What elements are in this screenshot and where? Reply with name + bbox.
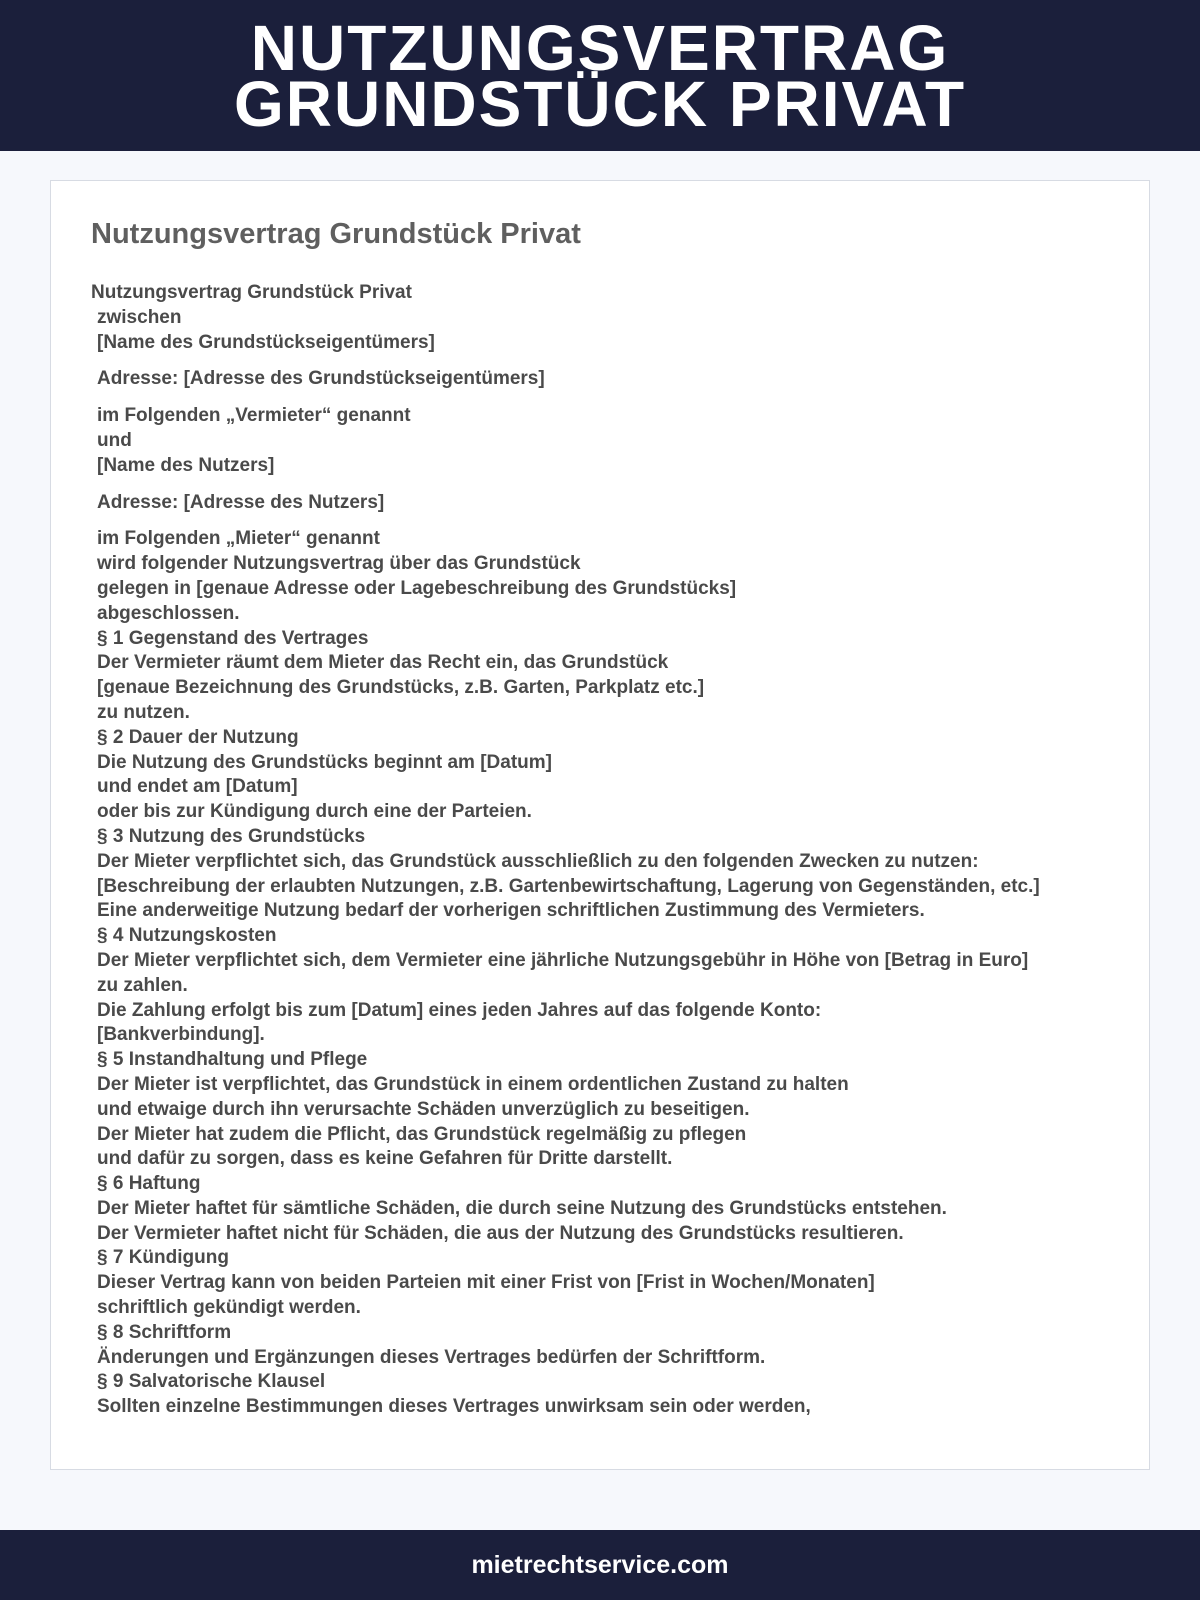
section-heading: § 4 Nutzungskosten: [97, 925, 277, 947]
contract-line: Der Mieter ist verpflichtet, das Grundstück in einem ordentlichen Zustand zu halten: [97, 1073, 849, 1095]
contract-line: Der Vermieter räumt dem Mieter das Recht ein, das Grundstück: [97, 652, 669, 674]
contract-line: Änderungen und Ergänzungen dieses Vertrages bedürfen der Schriftform.: [97, 1346, 766, 1368]
contract-line: [Name des Nutzers]: [97, 454, 275, 476]
section-heading: § 2 Dauer der Nutzung: [97, 726, 299, 748]
contract-line: Der Mieter haftet für sämtliche Schäden, die durch seine Nutzung des Grundstücks entstehen.: [97, 1197, 947, 1219]
contract-line: Adresse: [Adresse des Grundstückseigentümers]: [97, 368, 545, 390]
contract-line: und dafür zu sorgen, dass es keine Gefahren für Dritte darstellt.: [97, 1148, 673, 1170]
section-heading: § 9 Salvatorische Klausel: [97, 1371, 326, 1393]
document-body: [91, 281, 1131, 1420]
contract-line: Sollten einzelne Bestimmungen dieses Vertrages unwirksam sein oder werden,: [97, 1396, 811, 1418]
contract-line: Dieser Vertrag kann von beiden Parteien mit einer Frist von [Frist in Wochen/Monaten]: [97, 1272, 875, 1294]
contract-line: [genaue Bezeichnung des Grundstücks, z.B. Garten, Parkplatz etc.]: [97, 677, 705, 699]
contract-line: schriftlich gekündigt werden.: [97, 1297, 361, 1319]
contract-line: Adresse: [Adresse des Nutzers]: [97, 491, 385, 513]
contract-line: und etwaige durch ihn verursachte Schäden unverzüglich zu beseitigen.: [97, 1098, 750, 1120]
section-heading: § 5 Instandhaltung und Pflege: [97, 1049, 368, 1071]
contract-line: Der Mieter hat zudem die Pflicht, das Grundstück regelmäßig zu pflegen: [97, 1123, 747, 1145]
section-heading: § 7 Kündigung: [97, 1247, 229, 1269]
contract-line: im Folgenden „Mieter“ genannt: [97, 528, 380, 550]
footer: [0, 1530, 1200, 1600]
footer-site-link[interactable]: mietrechtservice.com: [471, 1550, 729, 1579]
contract-line: zwischen: [97, 306, 182, 328]
contract-line: Der Mieter verpflichtet sich, dem Vermieter eine jährliche Nutzungsgebühr in Höhe von [Betrag in Euro]: [97, 949, 1029, 971]
contract-line: Die Zahlung erfolgt bis zum [Datum] eines jeden Jahres auf das folgende Konto:: [97, 999, 822, 1021]
section-heading: § 8 Schriftform: [97, 1321, 232, 1343]
contract-line: wird folgender Nutzungsvertrag über das Grundstück: [97, 553, 581, 575]
contract-line: Die Nutzung des Grundstücks beginnt am [Datum]: [97, 751, 552, 773]
document-heading: Nutzungsvertrag Grundstück Privat: [91, 218, 581, 250]
contract-line: im Folgenden „Vermieter“ genannt: [97, 405, 411, 427]
section-heading: § 3 Nutzung des Grundstücks: [97, 825, 366, 847]
contract-line: Der Mieter verpflichtet sich, das Grundstück ausschließlich zu den folgenden Zwecken zu nutzen:: [97, 850, 979, 872]
contract-line: Nutzungsvertrag Grundstück Privat: [91, 282, 412, 303]
contract-line: Eine anderweitige Nutzung bedarf der vorherigen schriftlichen Zustimmung des Vermieters.: [97, 900, 925, 922]
contract-line: zu nutzen.: [97, 701, 190, 723]
contract-line: [Name des Grundstückseigentümers]: [97, 331, 435, 353]
document-card: [50, 180, 1150, 1470]
banner-title-line-2: GRUNDSTÜCK PRIVAT: [233, 67, 967, 140]
contract-line: und endet am [Datum]: [97, 776, 298, 798]
title-banner: [0, 0, 1200, 151]
contract-line: oder bis zur Kündigung durch eine der Parteien.: [97, 801, 532, 823]
contract-line: [Beschreibung der erlaubten Nutzungen, z.B. Gartenbewirtschaftung, Lagerung von Gegenständen, etc.]: [97, 875, 1040, 897]
banner-title-line-1: NUTZUNGSVERTRAG: [250, 11, 950, 84]
contract-line: [Bankverbindung].: [97, 1024, 265, 1046]
contract-line: zu zahlen.: [97, 974, 188, 996]
section-heading: § 1 Gegenstand des Vertrages: [97, 627, 369, 649]
contract-line: abgeschlossen.: [97, 602, 240, 624]
contract-line: gelegen in [genaue Adresse oder Lagebeschreibung des Grundstücks]: [97, 577, 737, 599]
contract-line: Der Vermieter haftet nicht für Schäden, die aus der Nutzung des Grundstücks resultieren.: [97, 1222, 904, 1244]
contract-line: und: [97, 429, 132, 451]
section-heading: § 6 Haftung: [97, 1173, 201, 1195]
